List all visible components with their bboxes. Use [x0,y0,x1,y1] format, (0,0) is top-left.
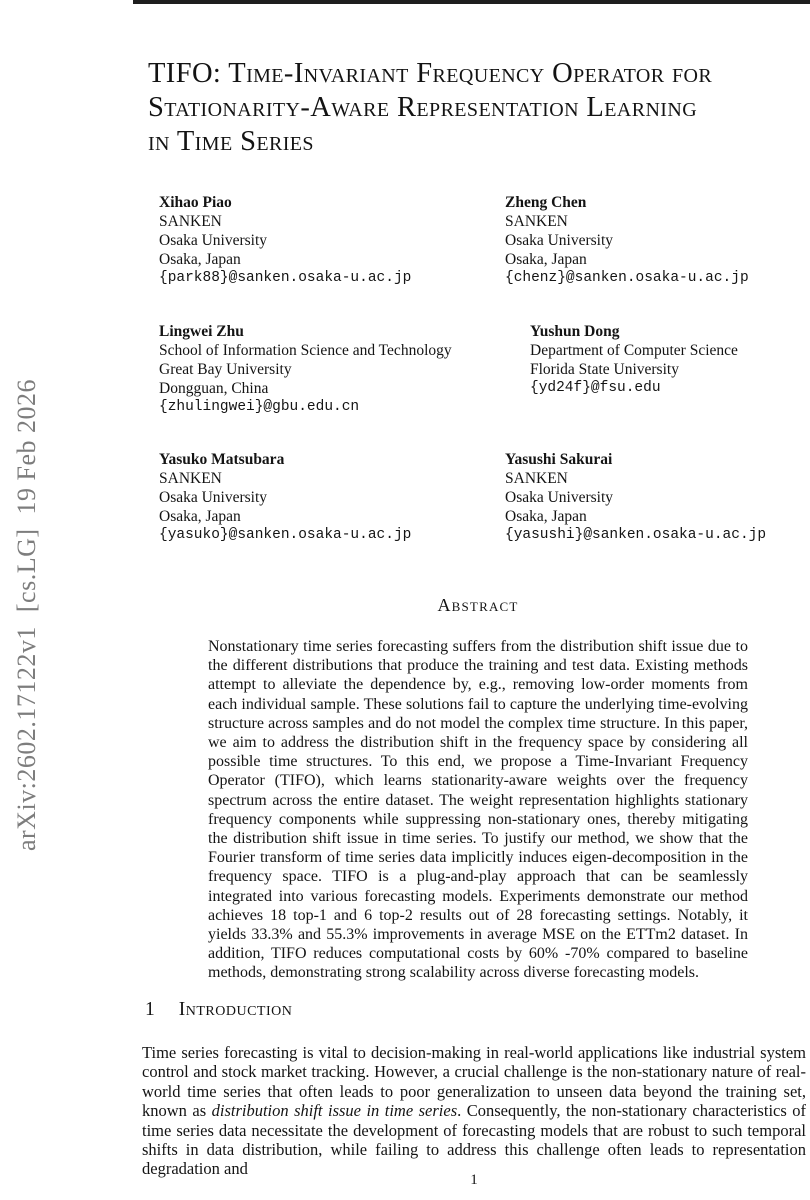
author-block-yasushi-sakurai [505,450,766,545]
author-name: Xihao Piao [159,194,232,211]
author-name: Lingwei Zhu [159,323,244,340]
author-block-yushun-dong [530,322,738,398]
abstract-heading: Abstract [437,595,519,615]
section-heading-introduction [145,999,292,1021]
intro-italic-term: distribution shift issue in time series [211,1101,458,1121]
author-block-yasuko-matsubara [159,450,411,545]
author-email: {zhulingwei}@gbu.edu.cn [159,399,360,415]
author-block-xihao-piao [159,193,411,288]
author-affiliation-line: Florida State University [530,361,679,378]
author-name: Zheng Chen [505,194,587,211]
page-number: 1 [470,1172,478,1188]
intro-text-pre: Time series forecasting is vital to decision-making in real-world applications like industrial system control and stock market tracking. However, a crucial challenge is the non-stationary nature of real-world time series that often leads to poor generalization to unseen data beyond the training set, known as [142,1043,806,1121]
title-line-1: TIFO: Time-Invariant Frequency Operator for [148,58,713,89]
title-line-3: in Time Series [148,126,314,157]
arxiv-watermark: arXiv:2602.17122v1 [cs.LG] 19 Feb 2026 [12,378,41,852]
author-affiliation-line: Osaka University [505,489,614,506]
author-affiliation-line: Osaka, Japan [159,251,241,268]
author-affiliation-line: Dongguan, China [159,380,269,397]
author-affiliation-line: SANKEN [505,213,568,230]
author-email: {yasushi}@sanken.osaka-u.ac.jp [505,527,767,543]
author-affiliation-line: Osaka University [159,489,268,506]
author-affiliation-line: Osaka University [159,232,268,249]
author-affiliation-line: School of Information Science and Technology [159,342,452,359]
author-affiliation-line: SANKEN [159,470,222,487]
author-email: {yasuko}@sanken.osaka-u.ac.jp [159,527,412,543]
author-affiliation-line: Osaka, Japan [505,508,587,525]
section-title: Introduction [178,999,293,1020]
paper-title [148,57,712,159]
author-block-zheng-chen [505,193,749,288]
author-affiliation-line: Osaka, Japan [505,251,587,268]
author-affiliation-line: Great Bay University [159,361,292,378]
author-email: {yd24f}@fsu.edu [530,380,661,396]
intro-text-post: . Consequently, the non-stationary characteristics of time series data necessitate the development of forecasting models that are robust to such temporal shifts in data distribution, while failing to address this challenge often leads to representation degradation and [142,1101,806,1179]
author-affiliation-line: SANKEN [159,213,222,230]
abstract-text: Nonstationary time series forecasting suffers from the distribution shift issue due to the different distributions that produce the training and test data. Existing methods attempt to alleviate the dependence by, e.g., removing low-order moments from each individual sample. These solutions fail to capture the underlying time-evolving structure across samples and do not model the complex time structure. In this paper, we aim to address the distribution shift in the frequency space by considering all possible time structures. To this end, we propose a Time-Invariant Frequency Operator (TIFO), which learns stationarity-aware weights over the frequency spectrum across the entire dataset. The weight representation highlights stationary frequency components while suppressing non-stationary ones, thereby mitigating the distribution shift issue in time series. To justify our method, we show that the Fourier transform of time series data implicitly induces eigen-decomposition in the frequency space. TIFO is a plug-and-play approach that can be seamlessly integrated into various forecasting models. Experiments demonstrate our method achieves 18 top-1 and 6 top-2 results out of 28 forecasting settings. Notably, it yields 33.3% and 55.3% improvements in average MSE on the ETTm2 dataset. In addition, TIFO reduces computational costs by 60% -70% compared to baseline methods, demonstrating strong scalability across diverse forecasting models. [208,638,748,982]
section-number: 1 [145,999,155,1020]
intro-paragraph [142,1043,806,1179]
author-affiliation-line: Department of Computer Science [530,342,738,359]
top-rule [133,0,810,4]
author-name: Yasushi Sakurai [505,451,613,468]
author-affiliation-line: Osaka, Japan [159,508,241,525]
author-affiliation-line: Osaka University [505,232,614,249]
author-email: {chenz}@sanken.osaka-u.ac.jp [505,270,749,286]
author-name: Yushun Dong [530,323,620,340]
author-email: {park88}@sanken.osaka-u.ac.jp [159,270,412,286]
author-name: Yasuko Matsubara [159,451,285,468]
title-line-2: Stationarity-Aware Representation Learning [148,92,698,123]
author-block-lingwei-zhu [159,322,452,417]
author-affiliation-line: SANKEN [505,470,568,487]
